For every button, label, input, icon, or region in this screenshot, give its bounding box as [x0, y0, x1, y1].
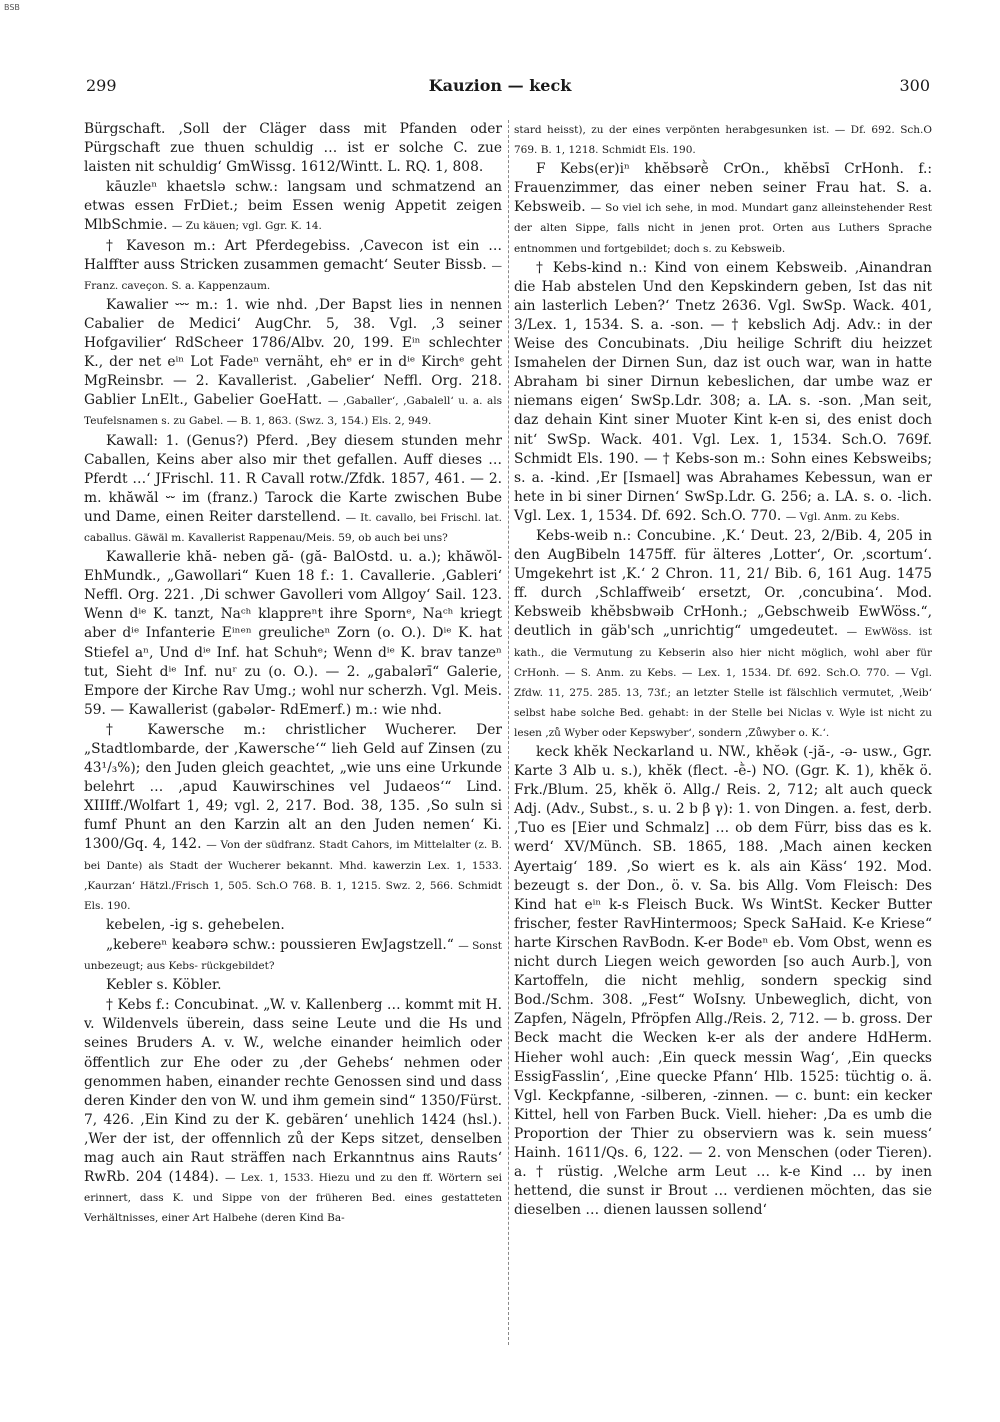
- entry-text: † Kebs-kind n.: Kind von einem Kebsweib. ‚Ainandran die Hab abstelen Und den Kepskindern geben, Ist das nit ain lasterlich Leben?‘ Tnetz 2636. Vgl. SwSp. Wack. 401, 3/Lex. 1, 1534. S. a. -son. — † kebslich Adj. Adv.: in der Weise des Concubinats. ‚Diu heilige Schrift diu heizzet Ismahelen der Dirnen Sun, daz ist ouch war, wan in hatte Abraham bi siner Dirnun kebeslichen, dar umbe waz er niemans eigen‘ SwSp.Ldr. 308; a. LA. s. -son. ‚Man seit, daz dehain Kint siner Muoter Kint k-en si, des enist doch nit‘ SwSp. Wack. 401. Vgl. Lex. 1, 1534. Sch.O. 769f. Schmidt Els. 190. — † Kebs-son m.: Sohn eines Kebsweibs; s. a. -kind. ‚Er [Ismael] was Abrahames Kebessun, wan er hete in bi siner Dirnen‘ SwSp.Ldr. G. 256; a. LA. s. o. -lich. Vgl. Lex. 1, 1534. Df. 692. Sch.O. 770.: [514, 259, 932, 524]
- running-title: Kauzion — keck: [428, 76, 572, 95]
- right-column: [514, 120, 932, 1221]
- entry-annotation: — Von der südfranz. Stadt Cahors, im Mittelalter (z. B. bei Dante) als Stadt der Wucherer bekannt. Mhd. kawerzin Lex. 1, 1533. ‚Kaurzan‘ Hätzl./Frisch 1, 505. Sch.O 768. B. 1, 1215. Swz. 2, 566. Schmidt Els. 190.: [84, 839, 503, 912]
- entry-annotation: — Vgl. Anm. zu Kebs.: [785, 510, 900, 523]
- entry-text: Kebs-weib n.: Concubine. ‚K.‘ Deut. 23, 2/Bib. 4, 205 in den AugBibeln 1475ff. für älteres ‚Lotter‘, Or. ‚scortum‘. Umgekehrt ist ‚K.‘ 2 Chron. 11, 21/ Bib. 6, 161 Aug. 1475 ff. durch ‚Schlaffweib‘ ersetzt, Or. ‚concubina‘. Mod. Kebsweib khĕbsbwəib CrHonh.; „Gebschweib EwWöss.“, deutlich in gäb'sch „unrichtig“ umgedeutet.: [514, 527, 932, 640]
- entry-annotation: — Sonst unbezeugt; aus Kebs- rückgebildet?: [84, 939, 502, 973]
- entry-annotation: — ‚Gaballer‘, ‚Gabalell‘ u. a. als Teufelsnamen s. zu Gabel. — B. 1, 863. (Swz. 3, 154.) Els. 2, 949.: [84, 395, 502, 428]
- dictionary-entry: [514, 743, 932, 1221]
- continued-paragraph: [84, 120, 502, 178]
- entry-text: „kebereⁿ keabərə schw.: poussieren EwJagstzell.“: [106, 936, 454, 953]
- entry-annotation: — Zu käuen; vgl. Ggr. K. 14.: [171, 220, 322, 233]
- dictionary-entry: [84, 178, 502, 236]
- entry-annotation: — It. cavallo, bei Frischl. lat. caballus. Gäwäl m. Kavallerist Rappenau/Meis. 59, ob auch bei uns?: [84, 511, 502, 544]
- continued-paragraph: [514, 120, 932, 160]
- entry-text: Kawall: 1. (Genus?) Pferd. ‚Bey diesem stunden mehr Caballen, Keins aber also mir thet gefallen. Auff dieses … Pferdt …‘ JFrischl. 11. R Cavall rotw./Zfdk. 1857, 461. — 2. m. khăwăl ⏑⏑ im (franz.) Tarock die Karte zwischen Bube und Dame, einen Reiter darstellend.: [84, 432, 502, 525]
- dictionary-entry: [84, 996, 502, 1228]
- entry-text: Kawallerie khă- neben gă- (gă- BalOstd. u. a.); khăwŏl- EhMundk., „Gawollari“ Kuen 18 f.: 1. Cavallerie. ‚Gableri‘ Neffl. Org. 221. ‚Di schwer Gavolleri vom Allgoy‘ Sail. 123. Wenn dⁱᵉ K. tanzt, Naᶜʰ klappreⁿt ihre Spornᵉ, Naᶜʰ kriegt aber dⁱᵉ Infanterie Eⁱⁿᵉⁿ greulicheⁿ Zorn (o. O.). Dⁱᵉ K. hat Stiefel aⁿ, Und dⁱᵉ Inf. hat Schuhᵉ; Wenn dⁱᵉ K. brav tanzeⁿ tut, Sieht dⁱᵉ Inf. nuʳ zu (o. O.). — 2. „gabalərī“ Galerie, Empore der Kirche Rav Umg.; wohl nur scherzh. Vgl. Meis. 59. — Kawallerist (gabələr- RdEmerf.) m.: wie nhd.: [84, 549, 502, 718]
- entry-text: F Kebs(er)iⁿ khĕbsərḕ CrOn., khĕbsī CrHonh. f.: Frauenzimmer, das einer neben seiner Frau hat. S. a. Kebsweib.: [514, 161, 932, 216]
- entry-annotation: — So viel ich sehe, in mod. Mundart ganz alleinstehender Rest der alten Sippe, falls nicht in jenen prot. Orten aus Luthers Sprache entnommen und fortgebildet; doch s. zu Kebsweib.: [514, 202, 932, 255]
- entry-text: † Kebs f.: Concubinat. „W. v. Kallenberg … kommt mit H. v. Wildenvels überein, dass seine Leute und die Hs und seines Bruders A. v. W., welche einander heimlich oder öffentlich zur Ehe oder zu ‚der Gehebs‘ nehmen oder genommen haben, einander rechte Genossen sind und dass deren Kinder den von W. und ihm gemein sind“ 1350/Fürst. 7, 426. ‚Ein Kind zu der K. gebären‘ unehlich 1424 (hsl.). ‚Wer der ist, der offennlich zů der Keps sitzet, denselben mag auch ain Raut sträffen nach Erkanntnus ains Rauts‘ RwRb. 204 (1484).: [84, 997, 502, 1186]
- entry-text: keck khĕk Neckarland u. NW., khĕək (-jă-, -ə- usw., Ggr. Karte 3 Alb u. s.), khĕk (flect. -ḕ-) NO. (Ggr. K. 1), khĕk ö. Frk./Blum. 25, khĕk ö. Allg./ Reis. 2, 712; alt auch queck Adj. (Adv., Subst., s. u. 2 b β γ): 1. von Dingen. a. fest, derb. ‚Tuo es [Eier und Schmalz] … ob dem Fürr, biss das es k. werd‘ XV/Münch. SB. 1865, 188. ‚Mach ainen kecken Ayertaig‘ 189. ‚So wiert es k. als ain Käss‘ 192. Mod. bezeugt s. der Don., ö. v. Sa. bis Allg. Vom Fleisch: Des Kind hat eⁱⁿ k-s Fleisch Buck. Ws WintSt. Kecker Butter frischer, fester RavHintermoos; Speck SaHaid. K-e Kriese“ harte Kirschen RavBodn. K-er Bodeⁿ eb. Vom Obst, wenn es nicht durch Liegen weich geworden [so auch Aurb.], von Kartoffeln, die nicht mehlig, sondern speckig sind Bod./Schm. 308. „Fest“ WoIsny. Unbeweglich, dicht, von Zapfen, Nägeln, Pfröpfen Allg./Reis. 2, 712. — b. gross. Der Beck macht die Wecken k-er als der andere HdHerm. Hieher wohl auch: ‚Ein queck messin Wag‘, ‚Ein quecks EssigFasslin‘, ‚Eine quecke Pfann‘ Hlb. 1525: tüchtig o. ä. Vgl. Keckpfanne, -silberen, -zinnen. — c. bunt: ein kecker Kittel, hell von Farben Buck. Viell. hieher: ‚Da es umb die Proportion der Thier zu observiern was k. sein muess‘ Hainh. 1611/Qs. 6, 122. — 2. von Menschen (oder Tieren). a. † rüstig. ‚Welche arm Leut … k-e Kind … by inen hettend, die sunst ir Brout … verdienen möchten, das sie dieselben … dienen laussen sollend‘: [514, 744, 933, 1219]
- entry-text: kebelen, -ig s. gehebelen.: [106, 916, 285, 933]
- dictionary-entry: [84, 916, 502, 936]
- entry-text: Kawalier ⏑⏑⏑ m.: 1. wie nhd. ‚Der Bapst lies in nennen Cabalier de Medici‘ AugChr. 5, 38. Vgl. ‚3 seiner Hofgavilier‘ RdScheer 1786/Albv. 20, 199. Eⁱⁿ schlechter K., der net eⁱⁿ Lot Fadeⁿ vernäht, ehᵉ er in dⁱᵉ Kirchᵉ geht MgReinsbr. — 2. Kavallerist. ‚Gabelier‘ Neffl. Org. 218. Gablier LnElt., Gabelier GoeHatt.: [84, 296, 502, 409]
- column-divider: [508, 120, 509, 1345]
- dictionary-entry: [84, 237, 502, 296]
- entry-text: kāuzleⁿ khaetslə schw.: langsam und schmatzend an etwas essen FrDiet.; beim Essen wenig Appetit zeigen MlbSchmie.: [84, 179, 502, 234]
- entry-annotation: stard heisst), zu der eines verpönten herabgesunken ist. — Df. 692. Sch.O 769. B. 1, 1218. Schmidt Els. 190.: [514, 124, 932, 157]
- entry-text: Bürgschaft. ‚Soll der Cläger dass mit Pfanden oder Pürgschaft zue thuen schuldig … ist er solche C. zue laisten nit schuldig‘ GmWissg. 1612/Wintt. L. RQ. 1, 808.: [84, 121, 502, 176]
- dictionary-entry: [514, 160, 932, 258]
- dictionary-entry: [514, 527, 932, 743]
- dictionary-entry: [84, 296, 502, 432]
- dictionary-entry: [84, 721, 502, 916]
- dictionary-entry: [84, 432, 502, 549]
- dictionary-entry: [514, 259, 932, 527]
- entry-annotation: — Lex. 1, 1533. Hiezu und zu den ff. Wörtern sei erinnert, dass K. und Sippe von der früheren Bed. eines gestatteten Verhältnisses, einer Art Halbehe (deren Kind Ba-: [84, 1172, 502, 1225]
- dictionary-entry: [84, 936, 502, 976]
- dictionary-entry: [84, 548, 502, 721]
- page-number-right: 300: [899, 76, 930, 95]
- entry-text: † Kaveson m.: Art Pferdegebiss. ‚Cavecon ist ein … Halffter auss Stricken zusammen gemacht‘ Seuter Bissb.: [84, 237, 502, 273]
- entry-annotation: — Franz. caveçon. S. a. Kappenzaum.: [84, 259, 502, 292]
- left-column: [84, 120, 502, 1228]
- library-stamp: BSB: [4, 3, 20, 12]
- entry-text: Kebler s. Köbler.: [106, 977, 222, 994]
- entry-text: † Kawersche m.: christlicher Wucherer. Der „Stadtlombarde, der ‚Kawersche‘“ lieh Geld auf Zinsen (zu 43¹/₃%); den Juden gleich geachtet, „wie uns eine Urkunde belehrt … ‚apud Kauwirschines vel Judaeos‘“ Lind. XIIIff./Wolfart 1, 49; vgl. 2, 217. Bod. 38, 135. ‚So suln si fumf Phunt an den Karzin alt an den Juden nemen‘ Ki. 1300/Gq. 4, 142.: [84, 721, 502, 853]
- entry-annotation: — EwWöss. ist kath., die Vermutung zu Kebserin also hier nicht möglich, wohl aber für CrHonh. — S. Anm. zu Kebs. — Lex. 1, 1534. Df. 692. Sch.O. 770. — Vgl. Zfdw. 11, 275. 285. 13, 73f.; an letzter Stelle ist fälschlich vermutet, ‚Weib‘ selbst habe solche Bed. gehabt: in der Stelle bei Niclas v. Wyle ist nicht zu lesen ‚zů Wyber oder Kepswyber‘, sondern ‚Zůwyber o. K.‘.: [514, 626, 933, 739]
- dictionary-entry: [84, 976, 502, 996]
- page-number-left: 299: [86, 76, 117, 95]
